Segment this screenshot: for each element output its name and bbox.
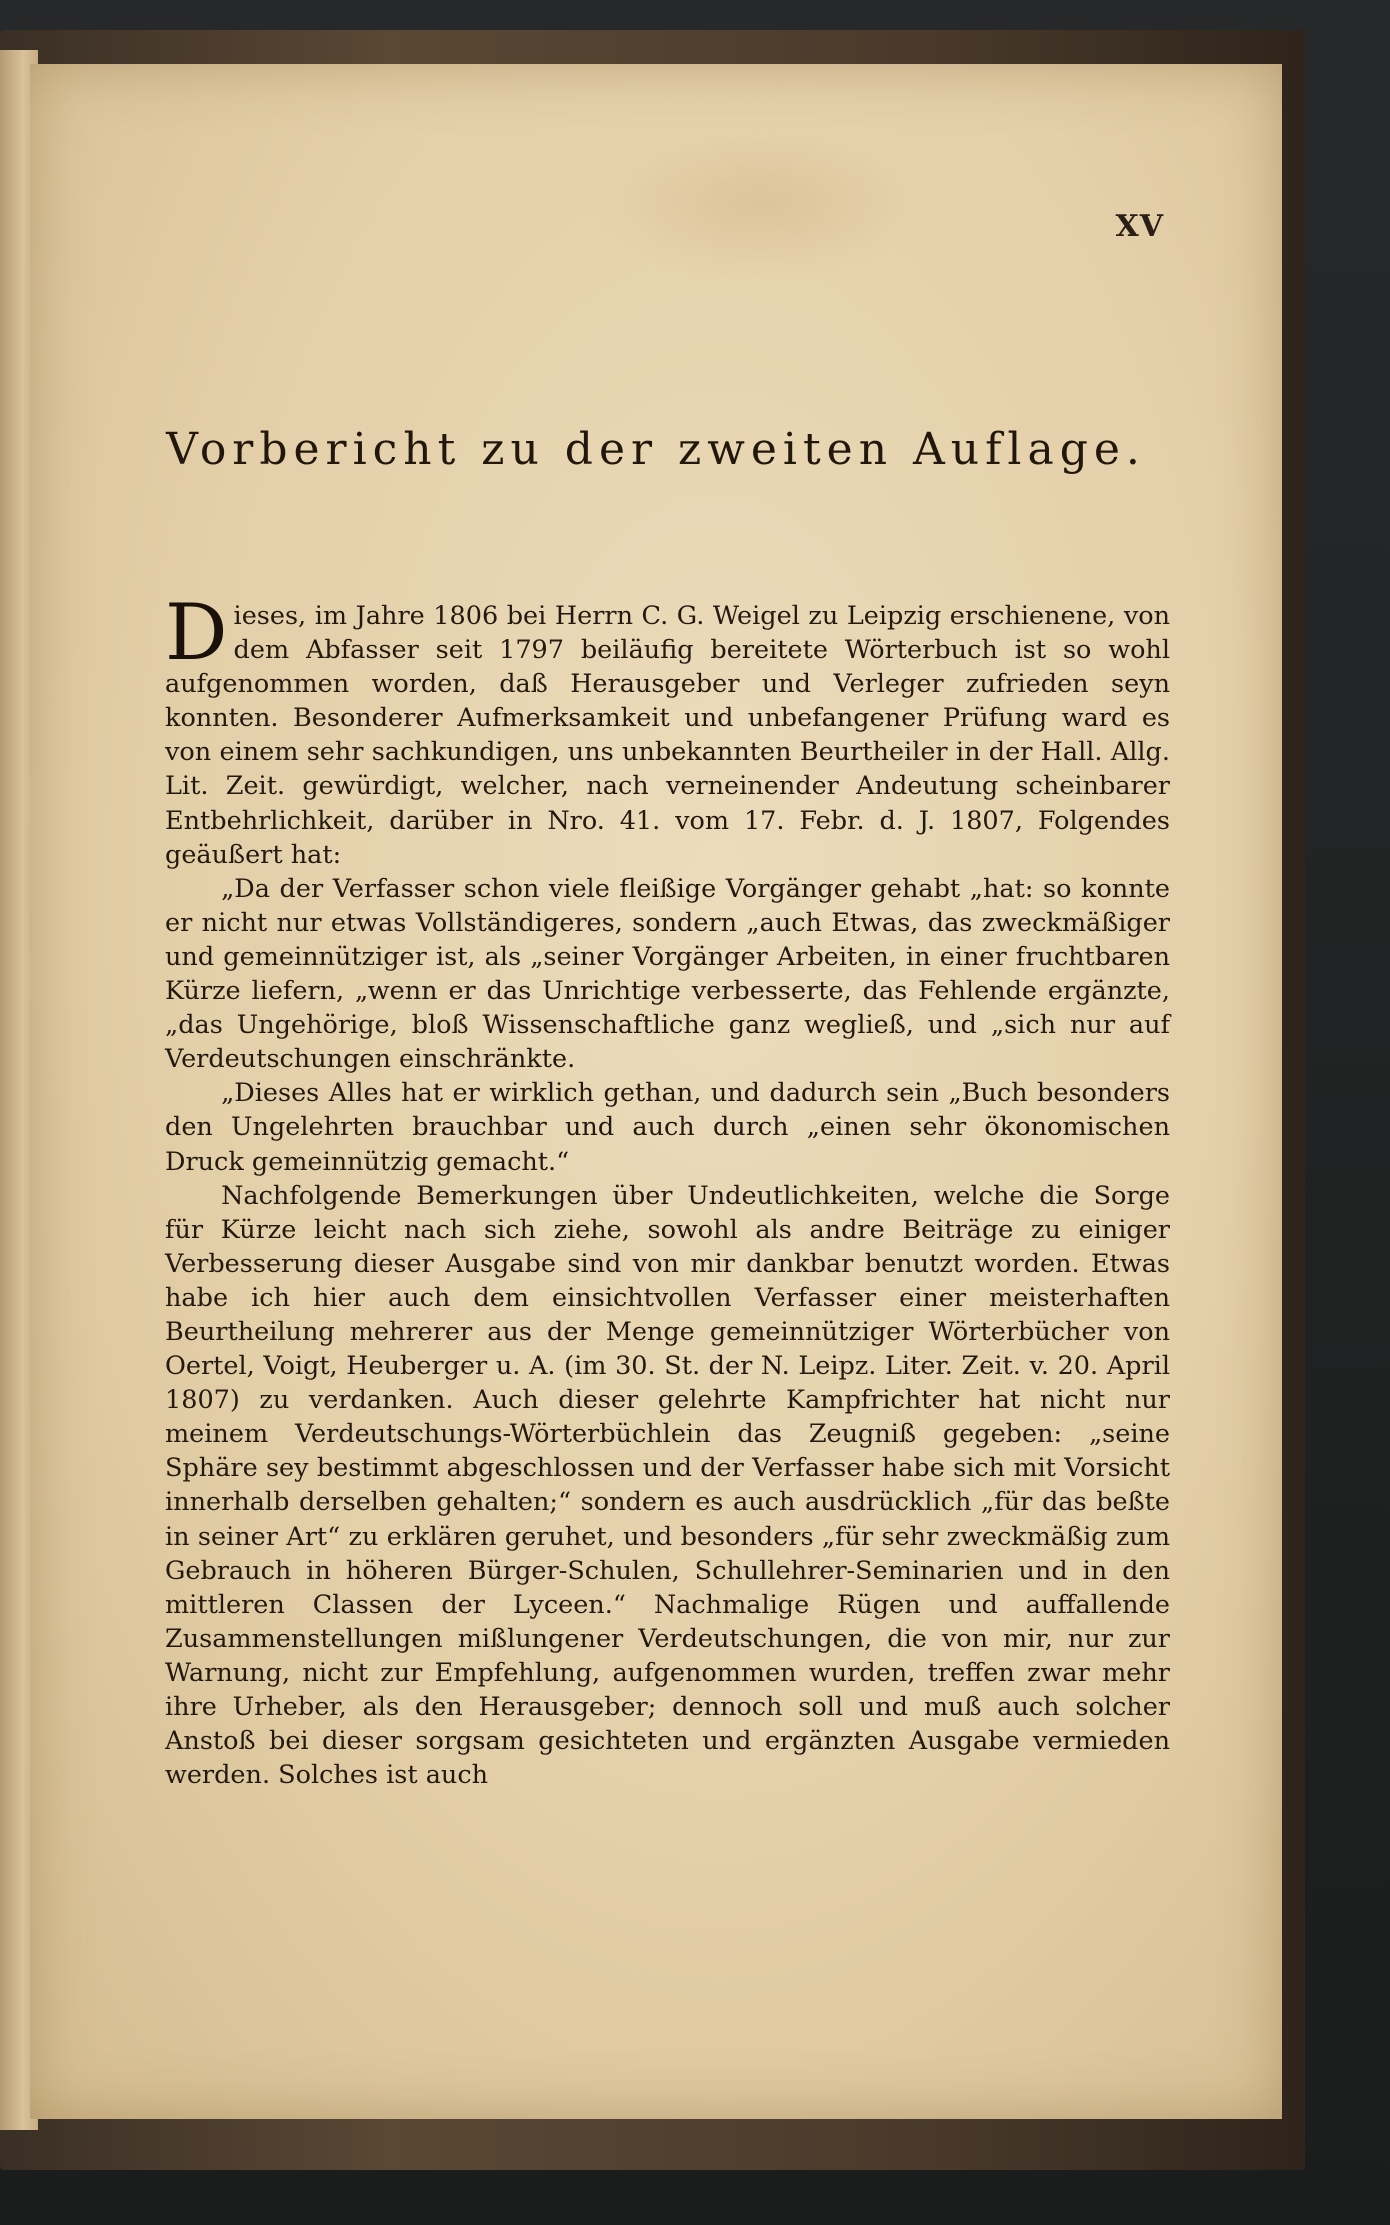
quotation-1: „Da der Verfasser schon viele fleißige Vorgänger gehabt „hat: so konnte er nicht nur etwas Vollständigeres, sondern „auch Etwas, das zweckmäßiger und gemeinnütziger ist, als „seiner Vorgänger Arbeiten, in einer fruchtbaren Kürze liefern, „wenn er das Unrichtige verbesserte, das Fehlende ergänzte, „das Ungehörige, bloß Wissenschaftliche ganz wegließ, und „sich nur auf Verdeutschungen einschränkte. xyxy=(165,873,1170,1075)
body-text xyxy=(165,588,1170,1792)
paragraph-1-text: ieses, im Jahre 1806 bei Herrn C. G. Weigel zu Leipzig erschienene, von dem Abfasser seit 1797 beiläufig bereitete Wörterbuch ist so wohl aufgenommen worden, daß Herausgeber und Verleger zufrieden seyn konnten. Besonderer Aufmerksamkeit und unbefangener Prüfung ward es von einem sehr sachkundigen, uns unbekannten Beurtheiler in der Hall. Allg. Lit. Zeit. gewürdigt, welcher, nach verneinender Andeutung scheinbarer Entbehrlichkeit, darüber in Nro. 41. vom 17. Febr. d. J. 1807, Folgendes geäußert hat: xyxy=(165,601,1170,870)
page-title: Vorbericht zu der zweiten Auflage. xyxy=(166,424,1146,475)
paragraph-1 xyxy=(165,588,1170,872)
quotation-2: „Dieses Alles hat er wirklich gethan, und dadurch sein „Buch besonders den Ungelehrten brauchbar und auch durch „einen sehr ökonomischen Druck gemeinnützig gemacht.“ xyxy=(165,1078,1170,1177)
drop-cap: D xyxy=(165,588,228,678)
paper-stain xyxy=(590,124,930,284)
page-number: XV xyxy=(1115,209,1164,244)
page-sheet xyxy=(30,64,1282,2119)
paragraph-2: Nachfolgende Bemerkungen über Undeutlichkeiten, welche die Sorge für Kürze leicht nach sich ziehe, sowohl als andre Beiträge zu einiger Verbesserung dieser Ausgabe sind von mir dankbar benutzt worden. Etwas habe ich hier auch dem einsichtvollen Verfasser einer meisterhaften Beurtheilung mehrerer aus der Menge gemeinnütziger Wörterbücher von Oertel, Voigt, Heuberger u. A. (im 30. St. der N. Leipz. Liter. Zeit. v. 20. April 1807) zu verdanken. Auch dieser gelehrte Kampfrichter hat nicht nur meinem Verdeutschungs-Wörterbüchlein das Zeugniß gegeben: „seine Sphäre sey bestimmt abgeschlossen und der Verfasser habe sich mit Vorsicht innerhalb derselben gehalten;“ sondern es auch ausdrücklich „für das beßte in seiner Art“ zu erklären geruhet, und besonders „für sehr zweckmäßig zum Gebrauch in höheren Bürger-Schulen, Schullehrer-Seminarien und in den mittleren Classen der Lyceen.“ Nachmalige Rügen und auffallende Zusammenstellungen mißlungener Verdeutschungen, die von mir, nur zur Warnung, nicht zur Empfehlung, aufgenommen wurden, treffen zwar mehr ihre Urheber, als den Herausgeber; dennoch soll und muß auch solcher Anstoß bei dieser sorgsam gesichteten und ergänzten Ausgabe vermieden werden. Solches ist auch xyxy=(165,1180,1170,1791)
